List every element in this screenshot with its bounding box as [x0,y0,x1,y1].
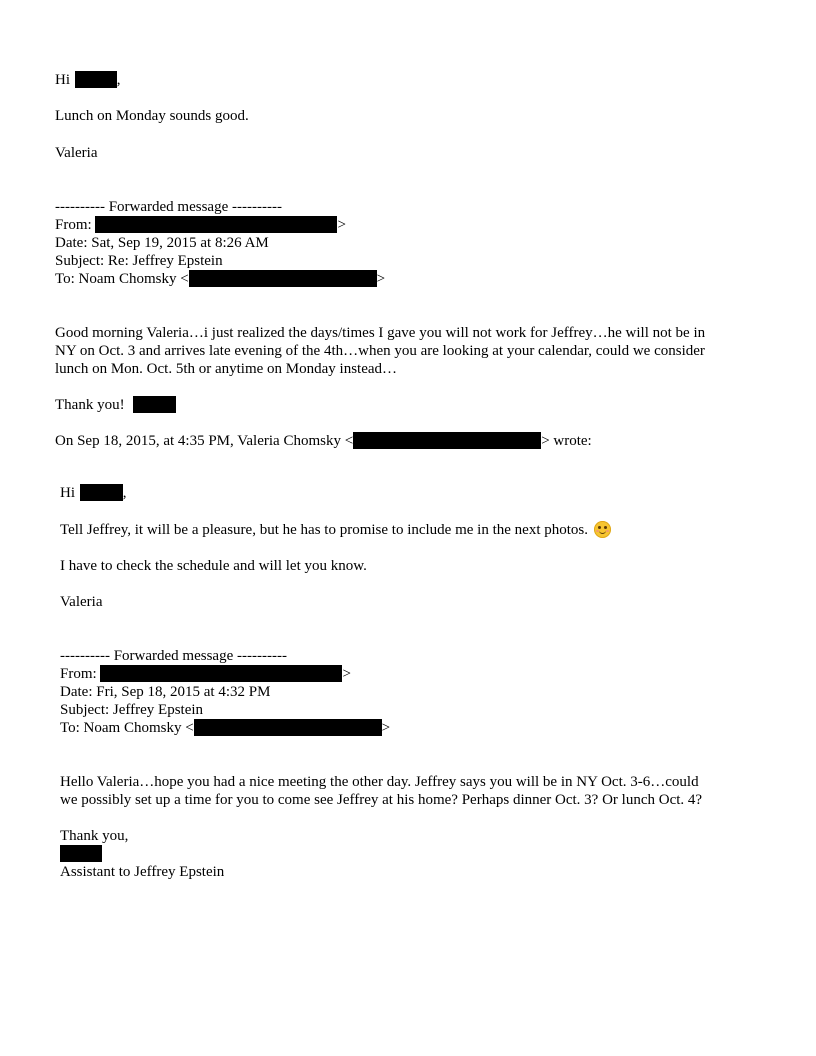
reply-greeting: Hi [55,72,70,88]
quoted-greeting: Hi [60,485,75,501]
smiling-face-icon [594,521,611,538]
to-suffix: > [381,720,391,736]
message-line: NY on Oct. 3 and arrives late evening of the 4th…when you are looking at your calendar, could we consider [55,343,705,359]
reply-greeting-comma: , [116,72,121,88]
message-thanks: Thank you! [55,397,125,413]
to-label: To: Noam Chomsky < [60,720,194,736]
quote-attribution [55,432,592,450]
redaction-bar [95,216,337,233]
redaction-bar [80,484,123,501]
quoted-body-2: I have to check the schedule and will let you know. [60,558,367,574]
forward-date: Date: Sat, Sep 19, 2015 at 8:26 AM [55,235,269,251]
from-suffix: > [337,217,346,233]
forward-from-line [60,665,351,683]
redaction-bar [100,665,342,682]
original-line: we possibly set up a time for you to come see Jeffrey at his home? Perhaps dinner Oct. 3? Or lunch Oct. 4? [60,792,703,808]
original-thanks: Thank you, [60,828,129,844]
original-sign-name-line [60,845,102,863]
from-label: From: [55,217,92,233]
message-line: lunch on Mon. Oct. 5th or anytime on Monday instead… [55,361,398,377]
quoted-greeting-line [60,484,127,502]
from-suffix: > [342,666,351,682]
reply-signature: Valeria [55,145,98,161]
original-line: Hello Valeria…hope you had a nice meeting the other day. Jeffrey says you will be in NY Oct. 3-6…could [60,774,699,790]
forward-to-line [60,719,390,737]
from-label: From: [60,666,97,682]
quote-suffix: > wrote: [541,433,592,449]
forward-subject: Subject: Re: Jeffrey Epstein [55,253,223,269]
to-suffix: > [376,271,386,287]
forward-header: ---------- Forwarded message ---------- [55,199,282,215]
message-line: Good morning Valeria…i just realized the days/times I gave you will not work for Jeffrey…he will not be in [55,325,706,341]
quoted-body-line [60,521,611,539]
quoted-signature: Valeria [60,594,103,610]
original-sign-title: Assistant to Jeffrey Epstein [60,864,225,880]
redaction-bar [353,432,541,449]
forward-to-line [55,270,385,288]
quoted-greeting-comma: , [122,485,127,501]
redaction-bar [194,719,382,736]
forward-from-line [55,216,346,234]
to-label: To: Noam Chomsky < [55,271,189,287]
message-thanks-line [55,396,176,414]
forward-header: ---------- Forwarded message ---------- [60,648,287,664]
reply-body: Lunch on Monday sounds good. [55,108,249,124]
redaction-bar [133,396,176,413]
quoted-body: Tell Jeffrey, it will be a pleasure, but he has to promise to include me in the next photos. [60,522,588,538]
redaction-bar [60,845,102,862]
reply-greeting-line [55,71,121,89]
quote-prefix: On Sep 18, 2015, at 4:35 PM, Valeria Chomsky < [55,433,354,449]
redaction-bar [189,270,377,287]
forward-subject: Subject: Jeffrey Epstein [60,702,204,718]
redaction-bar [75,71,117,88]
forward-date: Date: Fri, Sep 18, 2015 at 4:32 PM [60,684,271,700]
